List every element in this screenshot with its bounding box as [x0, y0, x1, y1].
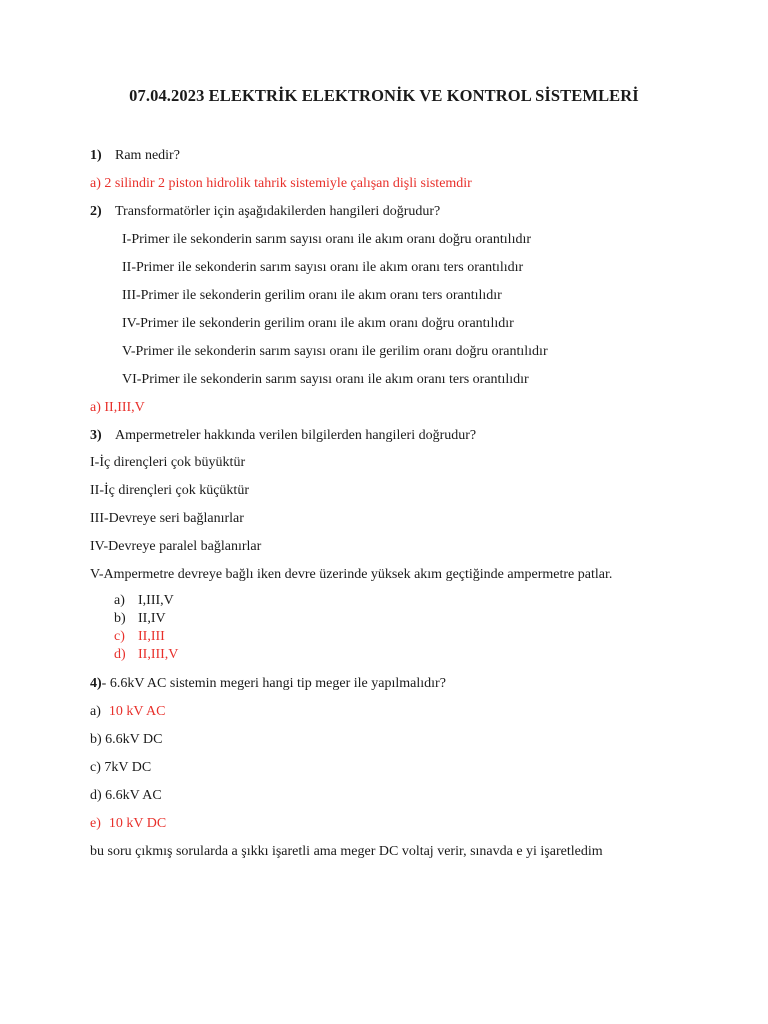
question-2-answer: a) II,III,V [90, 400, 145, 415]
option-text: 7kV DC [104, 760, 152, 775]
question-text: Ram nedir? [115, 148, 180, 163]
option-text: II,III,V [138, 647, 179, 662]
option-label: d) [114, 647, 126, 662]
question-number: 3) [90, 428, 102, 443]
option-e [90, 814, 166, 834]
option-b [90, 730, 162, 750]
statement-item: I-İç dirençleri çok büyüktür [90, 455, 246, 470]
option-text: 10 kV AC [108, 704, 166, 719]
option-text: 6.6kV DC [105, 732, 163, 747]
statement-item: III-Devreye seri bağlanırlar [90, 511, 244, 526]
option-text: I,III,V [138, 593, 174, 608]
question-1-answer: a) 2 silindir 2 piston hidrolik tahrik sistemiyle çalışan dişli sistemdir [90, 176, 472, 191]
question-text: Ampermetreler hakkında verilen bilgilerden hangileri doğrudur? [115, 428, 477, 443]
question-4 [90, 674, 446, 694]
option-c [90, 758, 151, 778]
option-label: c) [114, 629, 125, 644]
option-label: a) [114, 593, 125, 608]
question-1 [90, 146, 180, 166]
option-text: II,III [138, 629, 165, 644]
question-text: Transformatörler için aşağıdakilerden hangileri doğrudur? [115, 204, 441, 219]
question-2 [90, 202, 440, 222]
note-text: bu soru çıkmış sorularda a şıkkı işaretli ama meger DC voltaj verir, sınavda e yi işaretledim [90, 844, 603, 859]
option-label: c) [90, 760, 101, 775]
question-3 [90, 426, 476, 446]
option-a [90, 702, 165, 722]
option-label: b) [90, 732, 102, 747]
statement-item: IV-Devreye paralel bağlanırlar [90, 539, 262, 554]
option-text: 6.6kV AC [105, 788, 162, 803]
option-c [0, 628, 768, 646]
question-number: 1) [90, 148, 102, 163]
statement-item: II-İç dirençleri çok küçüktür [90, 483, 249, 498]
page-title: 07.04.2023 ELEKTRİK ELEKTRONİK VE KONTROL SİSTEMLERİ [129, 86, 639, 105]
option-b [0, 610, 768, 628]
option-label: d) [90, 788, 102, 803]
option-text: II,IV [138, 611, 166, 626]
question-number: 4) [90, 676, 102, 691]
statement-item: III-Primer ile sekonderin gerilim oranı ile akım oranı ters orantılıdır [122, 288, 502, 303]
statement-item: V-Ampermetre devreye bağlı iken devre üzerinde yüksek akım geçtiğinde ampermetre patlar. [90, 567, 613, 582]
question-number: 2) [90, 204, 102, 219]
statement-item: II-Primer ile sekonderin sarım sayısı oranı ile akım oranı ters orantılıdır [122, 260, 524, 275]
option-d [0, 646, 768, 664]
statement-item: VI-Primer ile sekonderin sarım sayısı oranı ile akım oranı ters orantılıdır [122, 372, 529, 387]
statement-item: I-Primer ile sekonderin sarım sayısı oranı ile akım oranı doğru orantılıdır [122, 232, 532, 247]
question-text: - 6.6kV AC sistemin megeri hangi tip meger ile yapılmalıdır? [101, 676, 446, 691]
statement-item: V-Primer ile sekonderin sarım sayısı oranı ile gerilim oranı doğru orantılıdır [122, 344, 548, 359]
option-d [90, 786, 162, 806]
option-a [0, 592, 768, 610]
statement-item: IV-Primer ile sekonderin gerilim oranı ile akım oranı doğru orantılıdır [122, 316, 514, 331]
option-label: a) [90, 704, 101, 719]
option-label: b) [114, 611, 126, 626]
option-text: 10 kV DC [108, 816, 167, 831]
option-label: e) [90, 816, 101, 831]
